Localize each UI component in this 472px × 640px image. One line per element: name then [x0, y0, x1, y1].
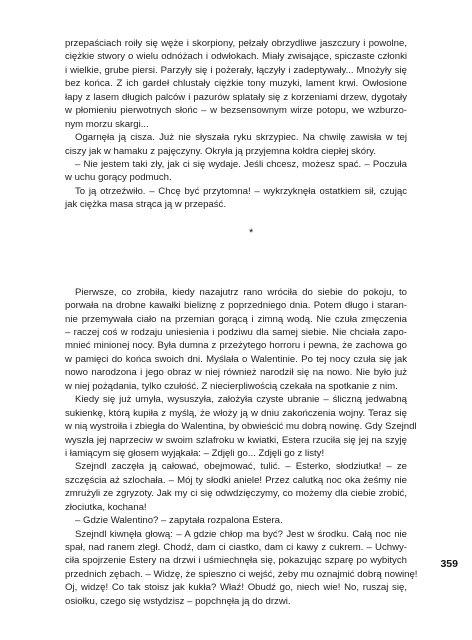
text-line: mnieć minionej nocy. Była dumna z przeżytego horroru i pewna, że zachowa go — [65, 340, 407, 352]
text-line: bez końca. Z ich gardeł chlustały ciężkie tony muzyki, lament krwi. Owłosione — [65, 78, 407, 90]
text-line: w uchu gorący podmuch. — [65, 172, 172, 184]
text-line: szczęścia aż szlochała. – Mój ty słodki aniele! Przez calutką noc oka żeśmy nie — [65, 474, 407, 486]
text-line: porwała na drobne kawałki bieliznę z poprzedniego dnia. Potem długo i staran- — [65, 300, 407, 312]
text-line: w nią wystroiła i zbiegła do Walentina, by obwieścić mu dobrą nowinę. Gdy Szejndl — [65, 421, 417, 433]
text-line: Ogarnęła ją cisza. Już nie słyszała ryku skrzypiec. Na chwilę zawisła w tej — [75, 132, 407, 144]
text-line: złociutka, kochana! — [65, 501, 147, 513]
text-line: jak ciężka masa strąca ją w przepaść. — [65, 199, 227, 211]
text-line: Szejndl zaczęła ją całować, obejmować, tulić. – Esterko, słodziutka! – ze — [75, 461, 407, 473]
text-line: nie przemywała ciało na przemian gorącą i zimną wodą. Nie czuła zmęczenia — [65, 313, 407, 325]
text-line: osiołku, czego się wstydzisz – popchnęła ją do drzwi. — [65, 595, 291, 607]
section-after-separator — [65, 286, 418, 609]
text-line: ciszy jak w hamaku z pajęczyny. Okryła ją przyjemna kołdra ciepłej skóry. — [65, 145, 377, 157]
text-line: Szejndl kiwnęła głową: – A gdzie chłop ma być? Jest w środku. Całą noc nie — [75, 528, 407, 540]
separator-asterisk: * — [249, 226, 254, 239]
text-line: Kiedy się już umyła, wysuszyła, założyła czyste ubranie – śliczną jedwabną — [75, 394, 407, 406]
text-line: w pamięci do końca swoich dni. Myślała o Walentinie. Po tej nocy czuła się jak — [65, 353, 407, 365]
text-line: łapy z lasem długich palców i pazurów splatały się z korzeniami drzew, dygotały — [65, 91, 407, 103]
text-line: przepaściach roiły się węże i skorpiony, pełzały obrzydliwe jaszczury i powolne, — [65, 38, 407, 49]
page-body — [65, 37, 418, 608]
text-line: w płomieniu pierwotnych słońc – w bezsensownym wirze potopu, we wzburzo- — [65, 105, 407, 117]
text-line: i wielkie, grube piersi. Parzyły się i pożerały, łączyły i zadeptywały... Mnożyły się — [65, 64, 407, 76]
text-line: spał, nad ranem zległ. Chodź, dam ci ciastko, dam ci kawy z cukrem. – Uchwy- — [65, 542, 407, 553]
text-line: – Gdzie Walentino? – zapytała rozpalona Estera. — [75, 515, 283, 527]
text-line: Pierwsze, co zrobiła, kiedy nazajutrz rano wróciła do siebie do pokoju, to — [75, 286, 407, 298]
text-line: i łamiącym się głosem wyjąkała: – Zdjęli go... Zdjęli go z listy! — [65, 447, 325, 459]
text-line: To ją otrzeźwiło. – Chcę być przytomna! – wykrzyknęła ostatkiem sił, czując — [75, 185, 407, 197]
section-separator — [65, 212, 407, 286]
text-line: ciła spojrzenie Estery na drzwi i uśmiechnęła się, pokazując szparę po wybitych — [65, 555, 407, 567]
text-line: sukienkę, którą kupiła z myślą, że włoży ją w dniu zakończenia wojny. Teraz się — [65, 407, 407, 419]
text-line: w niej pożądania, tylko czułość. Z niecierpliwością czekała na spotkanie z nim. — [65, 380, 398, 392]
text-line: ciężkie stwory o wielu odnóżach i odwłokach. Miały zwisające, spiczaste członki — [65, 51, 407, 63]
text-line: – raczej coś w rodzaju uniesienia i podziwu dla samej siebie. Nie chciała zapo- — [65, 327, 407, 338]
text-line: wyszła jej naprzeciw w swoim szlafroku w kwiatki, Estera rzuciła się jej na szyję — [65, 434, 407, 446]
text-line: Oj, widzę! Co tak stoisz jak kukła? Właź! Obudź go, niech wie! No, ruszaj się, — [65, 582, 407, 594]
text-line: nym morzu skargi... — [65, 118, 149, 130]
text-line: – Nie jestem taki zły, jak ci się wydaje. Jeśli chcesz, możesz spać. – Poczuła — [75, 158, 407, 170]
text-line: przednich zębach. – Widzę, że spieszno ci wejść, żeby mu oznajmić dobrą nowinę! — [65, 568, 418, 580]
section-before-separator — [65, 37, 407, 212]
text-line: zmrużyli ze zgryzoty. Jak my ci się odwdzięczymy, co możemy dla ciebie zrobić, — [65, 488, 407, 500]
page-number: 359 — [440, 558, 458, 570]
text-line: nowo narodzona i jego obraz w niej również narodził się na nowo. Nie było już — [65, 367, 407, 379]
